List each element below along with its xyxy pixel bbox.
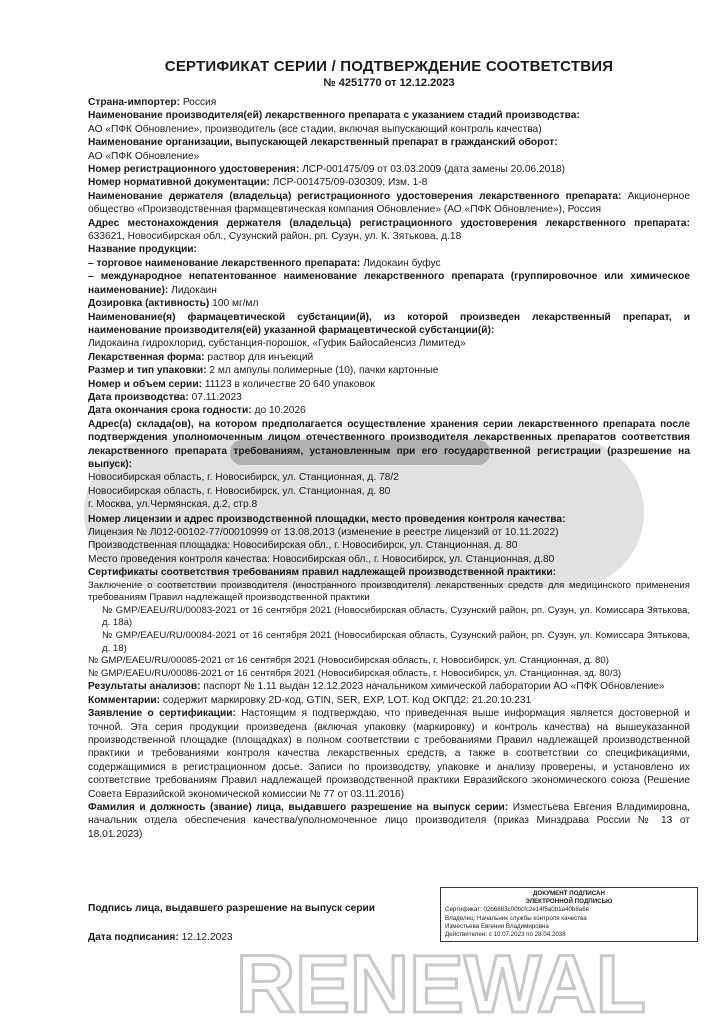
importer-row: [88, 96, 690, 109]
holder-row: [88, 190, 690, 217]
substance-row: [88, 311, 690, 338]
importer-value: Россия: [182, 97, 217, 108]
ecp-valid: Действителен: с 10.07.2023 по 28.04.2038: [445, 931, 566, 939]
organization-value: АО «ПФК Обновление»: [88, 150, 200, 162]
comments-value: содержит маркировку 2D-код, GTIN, SER, EXP, LOT. Код ОКПД2: 21.20.10.231: [162, 694, 532, 706]
registration-value: ЛСР-001475/09 от 03.03.2009 (дата замены 20.06.2018): [302, 164, 566, 176]
holder-address-value: 633621, Новосибирская обл., Сузунский район, рп. Сузун, ул. К. Зятькова, д.18: [88, 231, 462, 243]
product-label: Название продукции:: [88, 244, 197, 256]
statement-row: [88, 707, 690, 801]
normative-value: ЛСР-001475/09-030309, Изм. 1-8: [272, 177, 428, 189]
certificate-number: № 4251770 от 12.12.2023: [323, 77, 455, 89]
manufacturer-label: Наименование производителя(ей) лекарственного препарата с указанием стадий производства:: [88, 110, 580, 122]
analysis-label: Результаты анализов:: [88, 681, 201, 693]
license-site: Производственная площадка: Новосибирская обл., г. Новосибирск, ул. Станционная, д. 80: [88, 540, 518, 552]
signing-date-value: 12.12.2023: [181, 932, 233, 943]
signing-date-row: [88, 932, 233, 943]
organization-label: Наименование организации, выпускающей лекарственный препарат в гражданский оборот:: [88, 137, 558, 149]
registration-row: [88, 163, 690, 176]
holder-address-label: Адрес местонахождения держателя (владельца) регистрационного удостоверения лекарственного препарата:: [88, 217, 690, 229]
statement-label: Заявление о сертификации:: [88, 708, 236, 720]
electronic-signature-stamp: [440, 887, 698, 942]
ecp-cert: Сертификат: 02b6883c00bcfc2e14f5a0b1a40b8a6e: [445, 906, 590, 914]
warehouse-address: г. Москва, ул.Чермянская, д.2, стр.8: [88, 499, 258, 511]
person-value: Изместьева Евгения Владимировна, начальник отдела обеспечения качества/уполномоченное лицо производителя (приказ Минздрава России № 13 от 18.01.2023): [88, 802, 690, 840]
trade-name-row: [88, 257, 690, 270]
gmp-item: № GMP/EAEU/RU/00083-2021 от 16 сентября 2021 (Новосибирская область, Сузунский район, рп. Сузун, ул. Комиссара Зятькова, д. 18а): [102, 604, 690, 629]
trade-name-value: Лидокаин буфус: [363, 257, 441, 269]
holder-address-row: [88, 217, 690, 244]
batch-row: [88, 378, 690, 391]
substance-value: Лидокаина гидрохлорид, субстанция-порошок, «Гуфик Байосайенсиз Лимитед»: [88, 338, 466, 350]
production-date-row: [88, 391, 690, 404]
inn-value: Лидокаин: [171, 284, 217, 296]
holder-value: Акционерное общество «Производственная фармацевтическая компания Обновление» (АО «ПФК Обновление»), Россия: [88, 190, 690, 216]
expiry-row: [88, 404, 690, 417]
inn-row: [88, 270, 690, 297]
analysis-value: паспорт № 1.11 выдан 12.12.2023 начальником химической лаборатории АО «ПФК Обновление»: [203, 681, 665, 693]
normative-row: [88, 176, 690, 189]
packaging-label: Размер и тип упаковки:: [88, 365, 207, 377]
packaging-value: 2 мл ампулы полимерные (10), пачки картонные: [209, 365, 439, 377]
holder-label: Наименование держателя (владельца) регистрационного удостоверения лекарственного препарата:: [88, 190, 622, 202]
form-row: [88, 351, 690, 364]
page-title: СЕРТИФИКАТ СЕРИИ / ПОДТВЕРЖДЕНИЕ СООТВЕТСТВИЯ: [164, 58, 614, 75]
license-qc: Место проведения контроля качества: Новосибирская обл., г. Новосибирск, ул. Станционная, д.80: [88, 553, 555, 565]
gmp-item: № GMP/EAEU/RU/00086-2021 от 16 сентября 2021 (Новосибирская область, г. Новосибирск, ул. Станционная, зд. 80/3): [88, 667, 622, 679]
gmp-item: № GMP/EAEU/RU/00085-2021 от 16 сентября 2021 (Новосибирская область, г. Новосибирск, ул. Станционная, д. 80): [88, 655, 609, 667]
warehouse-label: Адрес(а) склада(ов), на котором предполагается осуществление хранения серии лекарственного препарата после подтверждения уполномоченным лицом отечественного производителя лекарственных препаратов соответствия лекарственного препарата требованиям, установленным при его государственной регистрации (разрешение на выпуск):: [88, 418, 690, 470]
ecp-owner: Владелец: Начальник службы контроля качества: [445, 914, 587, 922]
batch-label: Номер и объем серии:: [88, 378, 202, 390]
license-number: Лицензия № Л012-00102-77/00010999 от 13.08.2013 (изменение в реестре лицензий от 10.11.2022): [88, 527, 559, 538]
registration-label: Номер регистрационного удостоверения:: [88, 164, 300, 176]
person-row: [88, 801, 690, 841]
comments-row: [88, 694, 690, 707]
packaging-row: [88, 364, 690, 377]
importer-label: Страна-импортер:: [88, 97, 180, 108]
dosage-row: [88, 297, 690, 310]
gmp-item: № GMP/EAEU/RU/00084-2021 от 16 сентября 2021 (Новосибирская область, Сузунский район, рп. Сузун, ул. Комиссара Зятькова, д. 18): [102, 630, 690, 654]
production-date-value: 07.11.2023: [191, 391, 242, 403]
warehouse-address: Новосибирская область, г. Новосибирск, ул. Станционная, д. 78/2: [88, 472, 399, 484]
certificate-body: [88, 58, 690, 841]
ecp-title: ДОКУМЕНТ ПОДПИСАН: [533, 890, 605, 897]
batch-value: 11123 в количестве 20 640 упаковок: [204, 378, 375, 390]
substance-label: Наименование(я) фармацевтической субстанции(й), из которой произведен лекарственный препарат, и наименование производителя(ей) указанной фармацевтической субстанции(й):: [88, 311, 690, 336]
gmp-label: Сертификаты соответствия требованиям правил надлежащей производственной практики:: [88, 567, 557, 579]
signature-label: Подпись лица, выдавшего разрешение на выпуск серии: [88, 903, 376, 914]
dosage-label: Дозировка (активность): [88, 298, 210, 310]
manufacturer-value: АО «ПФК Обновление», производитель (все стадии, включая выпускающий контроль качества): [88, 123, 542, 135]
form-label: Лекарственная форма:: [88, 351, 205, 363]
normative-label: Номер нормативной документации:: [88, 177, 270, 189]
dosage-value: 100 мг/мл: [212, 298, 259, 310]
trade-name-label: – торговое наименование лекарственного препарата:: [88, 257, 361, 269]
statement-value: Настоящим я подтверждаю, что приведенная выше информация является достоверной и точной. Эта серия продукции произведена (включая упаковку (маркировку) и контроль качества) на вышеуказанной производственной площадке (площадках) в полном соответствии с требованиями Правил надлежащей производственной практики и требованиями контроля качества лекарственных средств, а также в соответствии со спецификациями, содержащимися в регистрационном досье. Записи по производству, упаковке и анализу проверены, и установлено их соответствие требованиям Правил надлежащей производственной практики Евразийского экономического союза (Решение Совета Евразийской экономической комиссии № 77 от 03.11.2016): [88, 708, 690, 800]
person-label: Фамилия и должность (звание) лица, выдавшего разрешение на выпуск серии:: [88, 802, 509, 814]
watermark-text: RENEWAL: [236, 939, 646, 1024]
ecp-subtitle: ЭЛЕКТРОННОЙ ПОДПИСЬЮ: [525, 898, 613, 906]
production-date-label: Дата производства:: [88, 391, 189, 403]
form-value: раствор для инъекций: [207, 351, 314, 363]
ecp-name: Изместьева Евгения Владимировна: [445, 922, 549, 930]
signing-date-label: Дата подписания:: [88, 932, 179, 943]
analysis-row: [88, 680, 690, 693]
warehouse-address: Новосибирская область, г. Новосибирск, ул. Станционная, д. 80: [88, 485, 391, 497]
expiry-value: до 10.2026: [254, 405, 306, 417]
inn-label: – международное непатентованное наименование лекарственного препарата (группировочное или химическое наименование):: [88, 271, 690, 296]
license-label: Номер лицензии и адрес производственной площадки, место проведения контроля качества:: [88, 513, 566, 525]
expiry-label: Дата окончания срока годности:: [88, 405, 252, 417]
comments-label: Комментарии:: [88, 694, 160, 706]
gmp-intro: Заключение о соответствии производителя (иностранного производителя) лекарственных средств для медицинского применения требованиям Правил надлежащей производственной практики: [88, 579, 690, 604]
